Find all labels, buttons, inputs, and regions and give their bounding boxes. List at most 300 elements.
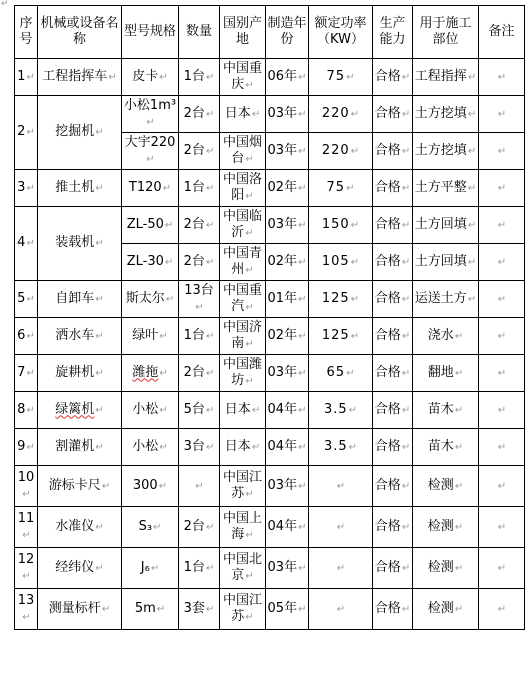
cell-use bbox=[413, 507, 479, 548]
cell-year bbox=[266, 281, 309, 318]
cell-index bbox=[15, 429, 38, 466]
page-start-mark: ↵ bbox=[1, 0, 9, 9]
header-index: 序号 bbox=[15, 6, 38, 59]
cell-capacity bbox=[373, 59, 413, 96]
paragraph-mark-icon: ↵ bbox=[497, 71, 507, 83]
name-text: 洒水车 bbox=[55, 327, 95, 343]
cell-power bbox=[309, 133, 373, 170]
cell-year bbox=[266, 59, 309, 96]
cell-note bbox=[479, 96, 525, 133]
paragraph-mark-icon: ↵ bbox=[95, 238, 104, 249]
cell-year bbox=[266, 96, 309, 133]
power-text: 65 bbox=[326, 364, 346, 380]
cell-power bbox=[309, 281, 373, 318]
cell-qty bbox=[179, 207, 220, 244]
power-text: 220 bbox=[321, 142, 350, 158]
qty-text: 2台 bbox=[183, 216, 205, 232]
cell-model bbox=[122, 355, 179, 392]
cell-qty bbox=[179, 133, 220, 170]
cell-model bbox=[122, 244, 179, 281]
model-text: J₆ bbox=[140, 559, 150, 575]
power-text: 125 bbox=[321, 290, 350, 306]
cell-use bbox=[413, 207, 479, 244]
cell-capacity bbox=[373, 548, 413, 589]
paragraph-mark-icon: ↵ bbox=[350, 256, 360, 268]
cell-capacity bbox=[373, 318, 413, 355]
index-text: 6 bbox=[17, 327, 26, 343]
paragraph-mark-icon: ↵ bbox=[95, 521, 104, 533]
origin-text: 日本 bbox=[224, 401, 251, 417]
paragraph-mark-icon: ↵ bbox=[245, 570, 254, 582]
paragraph-mark-icon: ↵ bbox=[497, 145, 507, 157]
cell-power bbox=[309, 392, 373, 429]
cell-name bbox=[38, 96, 122, 170]
paragraph-mark-icon: ↵ bbox=[401, 256, 411, 268]
cell-index bbox=[15, 589, 38, 630]
paragraph-mark-icon: ↵ bbox=[245, 153, 254, 165]
paragraph-mark-icon: ↵ bbox=[95, 404, 104, 416]
year-text: 05年 bbox=[267, 600, 298, 616]
cell-year bbox=[266, 170, 309, 207]
index-text: 12 bbox=[17, 551, 35, 567]
paragraph-mark-icon: ↵ bbox=[205, 603, 215, 615]
cell-note bbox=[479, 548, 525, 589]
cell-year bbox=[266, 392, 309, 429]
cell-note bbox=[479, 589, 525, 630]
cell-origin bbox=[220, 355, 266, 392]
use-text: 苗木 bbox=[427, 401, 454, 417]
cell-use bbox=[413, 589, 479, 630]
paragraph-mark-icon: ↵ bbox=[298, 562, 307, 574]
index-text: 1 bbox=[17, 68, 26, 84]
paragraph-mark-icon: ↵ bbox=[22, 611, 31, 623]
cell-note bbox=[479, 133, 525, 170]
header-name: 机械或设备名称 bbox=[38, 6, 122, 59]
paragraph-mark-icon: ↵ bbox=[22, 570, 31, 582]
table-row bbox=[15, 96, 525, 133]
cell-power bbox=[309, 244, 373, 281]
cell-origin bbox=[220, 170, 266, 207]
year-text: 06年 bbox=[267, 68, 298, 84]
paragraph-mark-icon: ↵ bbox=[26, 367, 35, 379]
year-text: 04年 bbox=[267, 401, 298, 417]
cell-index bbox=[15, 318, 38, 355]
paragraph-mark-icon: ↵ bbox=[497, 330, 507, 342]
paragraph-mark-icon: ↵ bbox=[146, 153, 155, 165]
paragraph-mark-icon: ↵ bbox=[298, 404, 307, 416]
capacity-text: 合格 bbox=[374, 327, 401, 343]
paragraph-mark-icon: ↵ bbox=[26, 293, 35, 305]
paragraph-mark-icon: ↵ bbox=[298, 441, 307, 453]
table-header-row bbox=[15, 6, 525, 59]
cell-origin bbox=[220, 466, 266, 507]
cell-year bbox=[266, 548, 309, 589]
table-row bbox=[15, 392, 525, 429]
cell-use bbox=[413, 281, 479, 318]
qty-text: 2台 bbox=[183, 364, 205, 380]
paragraph-mark-icon: ↵ bbox=[401, 182, 411, 194]
cell-origin bbox=[220, 244, 266, 281]
cell-name bbox=[38, 466, 122, 507]
capacity-text: 合格 bbox=[374, 600, 401, 616]
paragraph-mark-icon: ↵ bbox=[26, 330, 35, 342]
use-text: 苗木 bbox=[427, 438, 454, 454]
table-row bbox=[15, 318, 525, 355]
paragraph-mark-icon: ↵ bbox=[205, 219, 215, 231]
header-origin: 国别产地 bbox=[220, 6, 266, 59]
paragraph-mark-icon: ↵ bbox=[158, 480, 168, 492]
paragraph-mark-icon: ↵ bbox=[153, 521, 162, 533]
table-row bbox=[15, 429, 525, 466]
paragraph-mark-icon: ↵ bbox=[162, 182, 172, 194]
paragraph-mark-icon: ↵ bbox=[159, 404, 168, 416]
cell-use bbox=[413, 318, 479, 355]
paragraph-mark-icon: ↵ bbox=[298, 480, 307, 492]
capacity-text: 合格 bbox=[374, 68, 401, 84]
index-text: 10 bbox=[17, 469, 35, 485]
model-text: 小松 bbox=[132, 438, 159, 454]
paragraph-mark-icon: ↵ bbox=[205, 182, 215, 194]
paragraph-mark-icon: ↵ bbox=[205, 330, 215, 342]
cell-use bbox=[413, 133, 479, 170]
capacity-text: 合格 bbox=[374, 477, 401, 493]
paragraph-mark-icon: ↵ bbox=[336, 480, 346, 492]
paragraph-mark-icon: ↵ bbox=[401, 71, 411, 83]
cell-power bbox=[309, 548, 373, 589]
model-text: S₃ bbox=[138, 518, 153, 534]
paragraph-mark-icon: ↵ bbox=[205, 441, 215, 453]
cell-index bbox=[15, 392, 38, 429]
power-text: 105 bbox=[321, 253, 350, 269]
paragraph-mark-icon: ↵ bbox=[497, 562, 507, 574]
paragraph-mark-icon: ↵ bbox=[205, 521, 215, 533]
paragraph-mark-icon: ↵ bbox=[22, 529, 31, 541]
cell-qty bbox=[179, 170, 220, 207]
cell-qty bbox=[179, 96, 220, 133]
cell-use bbox=[413, 392, 479, 429]
cell-origin bbox=[220, 318, 266, 355]
table-row bbox=[15, 207, 525, 244]
year-text: 04年 bbox=[267, 518, 298, 534]
paragraph-mark-icon: ↵ bbox=[205, 404, 215, 416]
cell-use bbox=[413, 244, 479, 281]
model-text: ZL-50 bbox=[126, 216, 164, 232]
paragraph-mark-icon: ↵ bbox=[205, 367, 215, 379]
cell-power bbox=[309, 589, 373, 630]
cell-note bbox=[479, 281, 525, 318]
qty-text: 2台 bbox=[183, 142, 205, 158]
table-row bbox=[15, 507, 525, 548]
paragraph-mark-icon: ↵ bbox=[298, 367, 307, 379]
cell-index bbox=[15, 507, 38, 548]
origin-text: 中国青州 bbox=[222, 245, 262, 277]
paragraph-mark-icon: ↵ bbox=[467, 182, 477, 194]
year-text: 03年 bbox=[267, 364, 298, 380]
year-text: 03年 bbox=[267, 216, 298, 232]
paragraph-mark-icon: ↵ bbox=[245, 264, 254, 276]
paragraph-mark-icon: ↵ bbox=[401, 108, 411, 120]
power-text: 150 bbox=[321, 216, 350, 232]
cell-model bbox=[122, 133, 179, 170]
use-text: 运送土方 bbox=[414, 290, 467, 306]
paragraph-mark-icon: ↵ bbox=[454, 404, 464, 416]
cell-index bbox=[15, 59, 38, 96]
paragraph-mark-icon: ↵ bbox=[159, 441, 168, 453]
cell-origin bbox=[220, 429, 266, 466]
cell-origin bbox=[220, 96, 266, 133]
cell-year bbox=[266, 589, 309, 630]
cell-model bbox=[122, 466, 179, 507]
paragraph-mark-icon: ↵ bbox=[95, 330, 104, 342]
paragraph-mark-icon: ↵ bbox=[401, 330, 411, 342]
cell-name bbox=[38, 355, 122, 392]
paragraph-mark-icon: ↵ bbox=[26, 127, 35, 138]
paragraph-mark-icon: ↵ bbox=[454, 603, 464, 615]
cell-capacity bbox=[373, 281, 413, 318]
paragraph-mark-icon: ↵ bbox=[350, 219, 360, 231]
paragraph-mark-icon: ↵ bbox=[454, 562, 464, 574]
power-text: 220 bbox=[321, 105, 350, 121]
cell-origin bbox=[220, 207, 266, 244]
cell-capacity bbox=[373, 244, 413, 281]
power-text: 75 bbox=[326, 68, 346, 84]
year-text: 03年 bbox=[267, 142, 298, 158]
cell-note bbox=[479, 355, 525, 392]
name-text: 工程指挥车 bbox=[42, 68, 108, 84]
cell-model bbox=[122, 429, 179, 466]
paragraph-mark-icon: ↵ bbox=[497, 256, 507, 268]
cell-use bbox=[413, 96, 479, 133]
year-text: 03年 bbox=[267, 105, 298, 121]
cell-use bbox=[413, 355, 479, 392]
cell-name bbox=[38, 392, 122, 429]
paragraph-mark-icon: ↵ bbox=[26, 441, 35, 453]
header-capacity: 生产能力 bbox=[373, 6, 413, 59]
table-row bbox=[15, 170, 525, 207]
cell-model bbox=[122, 96, 179, 133]
origin-text: 中国临沂 bbox=[222, 208, 262, 240]
index-text: 9 bbox=[17, 438, 26, 454]
index-text: 8 bbox=[17, 401, 26, 417]
year-text: 03年 bbox=[267, 477, 298, 493]
cell-year bbox=[266, 244, 309, 281]
paragraph-mark-icon: ↵ bbox=[205, 145, 215, 157]
cell-index bbox=[15, 170, 38, 207]
cell-year bbox=[266, 466, 309, 507]
table-row bbox=[15, 589, 525, 630]
cell-origin bbox=[220, 281, 266, 318]
model-text: 潍拖 bbox=[132, 364, 159, 380]
paragraph-mark-icon: ↵ bbox=[26, 404, 35, 416]
paragraph-mark-icon: ↵ bbox=[467, 293, 477, 305]
paragraph-mark-icon: ↵ bbox=[350, 293, 360, 305]
use-text: 土方挖填 bbox=[414, 142, 467, 158]
cell-name bbox=[38, 281, 122, 318]
paragraph-mark-icon: ↵ bbox=[401, 441, 411, 453]
capacity-text: 合格 bbox=[374, 518, 401, 534]
name-text: 装载机 bbox=[55, 235, 95, 250]
cell-use bbox=[413, 466, 479, 507]
paragraph-mark-icon: ↵ bbox=[401, 603, 411, 615]
cell-index bbox=[15, 96, 38, 170]
cell-qty bbox=[179, 548, 220, 589]
index-text: 13 bbox=[17, 592, 35, 608]
origin-text: 日本 bbox=[224, 438, 251, 454]
cell-note bbox=[479, 207, 525, 244]
cell-name bbox=[38, 318, 122, 355]
cell-note bbox=[479, 244, 525, 281]
cell-origin bbox=[220, 133, 266, 170]
use-text: 检测 bbox=[427, 559, 454, 575]
paragraph-mark-icon: ↵ bbox=[467, 256, 477, 268]
cell-name bbox=[38, 507, 122, 548]
use-text: 土方回填 bbox=[414, 253, 467, 269]
cell-qty bbox=[179, 507, 220, 548]
power-text: 3.5 bbox=[323, 438, 348, 454]
cell-note bbox=[479, 507, 525, 548]
qty-text: 2台 bbox=[183, 105, 205, 121]
cell-qty bbox=[179, 355, 220, 392]
paragraph-mark-icon: ↵ bbox=[245, 190, 254, 202]
name-text: 经纬仪 bbox=[55, 559, 95, 575]
paragraph-mark-icon: ↵ bbox=[108, 71, 117, 83]
qty-text: 3套 bbox=[183, 600, 205, 616]
use-text: 检测 bbox=[427, 600, 454, 616]
use-text: 检测 bbox=[427, 518, 454, 534]
name-text: 水准仪 bbox=[55, 518, 95, 534]
origin-text: 中国江苏 bbox=[222, 469, 262, 501]
table-row bbox=[15, 355, 525, 392]
cell-note bbox=[479, 59, 525, 96]
paragraph-mark-icon: ↵ bbox=[245, 227, 254, 239]
paragraph-mark-icon: ↵ bbox=[497, 404, 507, 416]
capacity-text: 合格 bbox=[374, 216, 401, 232]
use-text: 土方回填 bbox=[414, 216, 467, 232]
cell-power bbox=[309, 96, 373, 133]
cell-year bbox=[266, 318, 309, 355]
cell-qty bbox=[179, 466, 220, 507]
cell-name bbox=[38, 170, 122, 207]
paragraph-mark-icon: ↵ bbox=[350, 145, 360, 157]
year-text: 04年 bbox=[267, 438, 298, 454]
use-text: 翻地 bbox=[427, 364, 454, 380]
paragraph-mark-icon: ↵ bbox=[497, 182, 507, 194]
paragraph-mark-icon: ↵ bbox=[101, 480, 111, 492]
cell-capacity bbox=[373, 392, 413, 429]
qty-text: 1台 bbox=[183, 68, 205, 84]
paragraph-mark-icon: ↵ bbox=[150, 562, 160, 574]
name-text: 测量标杆 bbox=[48, 600, 101, 616]
paragraph-mark-icon: ↵ bbox=[336, 521, 346, 533]
paragraph-mark-icon: ↵ bbox=[454, 330, 464, 342]
cell-model bbox=[122, 392, 179, 429]
header-qty: 数量 bbox=[179, 6, 220, 59]
capacity-text: 合格 bbox=[374, 105, 401, 121]
paragraph-mark-icon: ↵ bbox=[346, 71, 355, 83]
name-text: 旋耕机 bbox=[55, 364, 95, 380]
cell-qty bbox=[179, 589, 220, 630]
qty-text: 1台 bbox=[183, 179, 205, 195]
cell-power bbox=[309, 318, 373, 355]
origin-text: 中国洛阳 bbox=[222, 171, 262, 203]
paragraph-mark-icon: ↵ bbox=[454, 367, 464, 379]
year-text: 02年 bbox=[267, 327, 298, 343]
cell-year bbox=[266, 507, 309, 548]
cell-power bbox=[309, 170, 373, 207]
capacity-text: 合格 bbox=[374, 142, 401, 158]
paragraph-mark-icon: ↵ bbox=[348, 404, 358, 416]
model-text: 皮卡 bbox=[132, 68, 159, 84]
paragraph-mark-icon: ↵ bbox=[298, 293, 307, 305]
cell-capacity bbox=[373, 507, 413, 548]
cell-capacity bbox=[373, 429, 413, 466]
cell-year bbox=[266, 355, 309, 392]
cell-note bbox=[479, 318, 525, 355]
cell-qty bbox=[179, 318, 220, 355]
cell-capacity bbox=[373, 589, 413, 630]
qty-text: 5台 bbox=[183, 401, 205, 417]
power-text: 3.5 bbox=[323, 401, 348, 417]
paragraph-mark-icon: ↵ bbox=[164, 256, 174, 268]
year-text: 01年 bbox=[267, 290, 298, 306]
origin-text: 中国重庆 bbox=[222, 60, 262, 92]
cell-index bbox=[15, 207, 38, 281]
paragraph-mark-icon: ↵ bbox=[401, 480, 411, 492]
paragraph-mark-icon: ↵ bbox=[146, 116, 155, 128]
paragraph-mark-icon: ↵ bbox=[164, 219, 174, 231]
capacity-text: 合格 bbox=[374, 364, 401, 380]
name-text: 自卸车 bbox=[55, 290, 95, 306]
use-text: 工程指挥 bbox=[414, 68, 467, 84]
cell-name bbox=[38, 589, 122, 630]
paragraph-mark-icon: ↵ bbox=[467, 219, 477, 231]
cell-note bbox=[479, 466, 525, 507]
paragraph-mark-icon: ↵ bbox=[101, 603, 111, 615]
paragraph-mark-icon: ↵ bbox=[298, 71, 307, 83]
paragraph-mark-icon: ↵ bbox=[195, 480, 204, 492]
model-text: 大宇220 bbox=[124, 134, 176, 150]
paragraph-mark-icon: ↵ bbox=[245, 301, 254, 313]
origin-text: 中国济南 bbox=[222, 319, 262, 351]
cell-qty bbox=[179, 281, 220, 318]
paragraph-mark-icon: ↵ bbox=[95, 127, 104, 138]
cell-capacity bbox=[373, 96, 413, 133]
paragraph-mark-icon: ↵ bbox=[467, 145, 477, 157]
paragraph-mark-icon: ↵ bbox=[298, 219, 307, 231]
cell-model bbox=[122, 589, 179, 630]
cell-power bbox=[309, 429, 373, 466]
paragraph-mark-icon: ↵ bbox=[497, 603, 507, 615]
origin-text: 中国重汽 bbox=[222, 282, 262, 314]
table-row bbox=[15, 548, 525, 589]
cell-capacity bbox=[373, 133, 413, 170]
cell-use bbox=[413, 548, 479, 589]
cell-capacity bbox=[373, 466, 413, 507]
use-text: 检测 bbox=[427, 477, 454, 493]
year-text: 02年 bbox=[267, 253, 298, 269]
index-text: 5 bbox=[17, 290, 26, 306]
cell-model bbox=[122, 207, 179, 244]
paragraph-mark-icon: ↵ bbox=[401, 219, 411, 231]
paragraph-mark-icon: ↵ bbox=[497, 293, 507, 305]
paragraph-mark-icon: ↵ bbox=[251, 108, 261, 120]
cell-capacity bbox=[373, 170, 413, 207]
index-text: 2 bbox=[17, 124, 26, 139]
cell-model bbox=[122, 281, 179, 318]
name-text: 割灌机 bbox=[55, 438, 95, 454]
table-row bbox=[15, 59, 525, 96]
paragraph-mark-icon: ↵ bbox=[95, 367, 104, 379]
